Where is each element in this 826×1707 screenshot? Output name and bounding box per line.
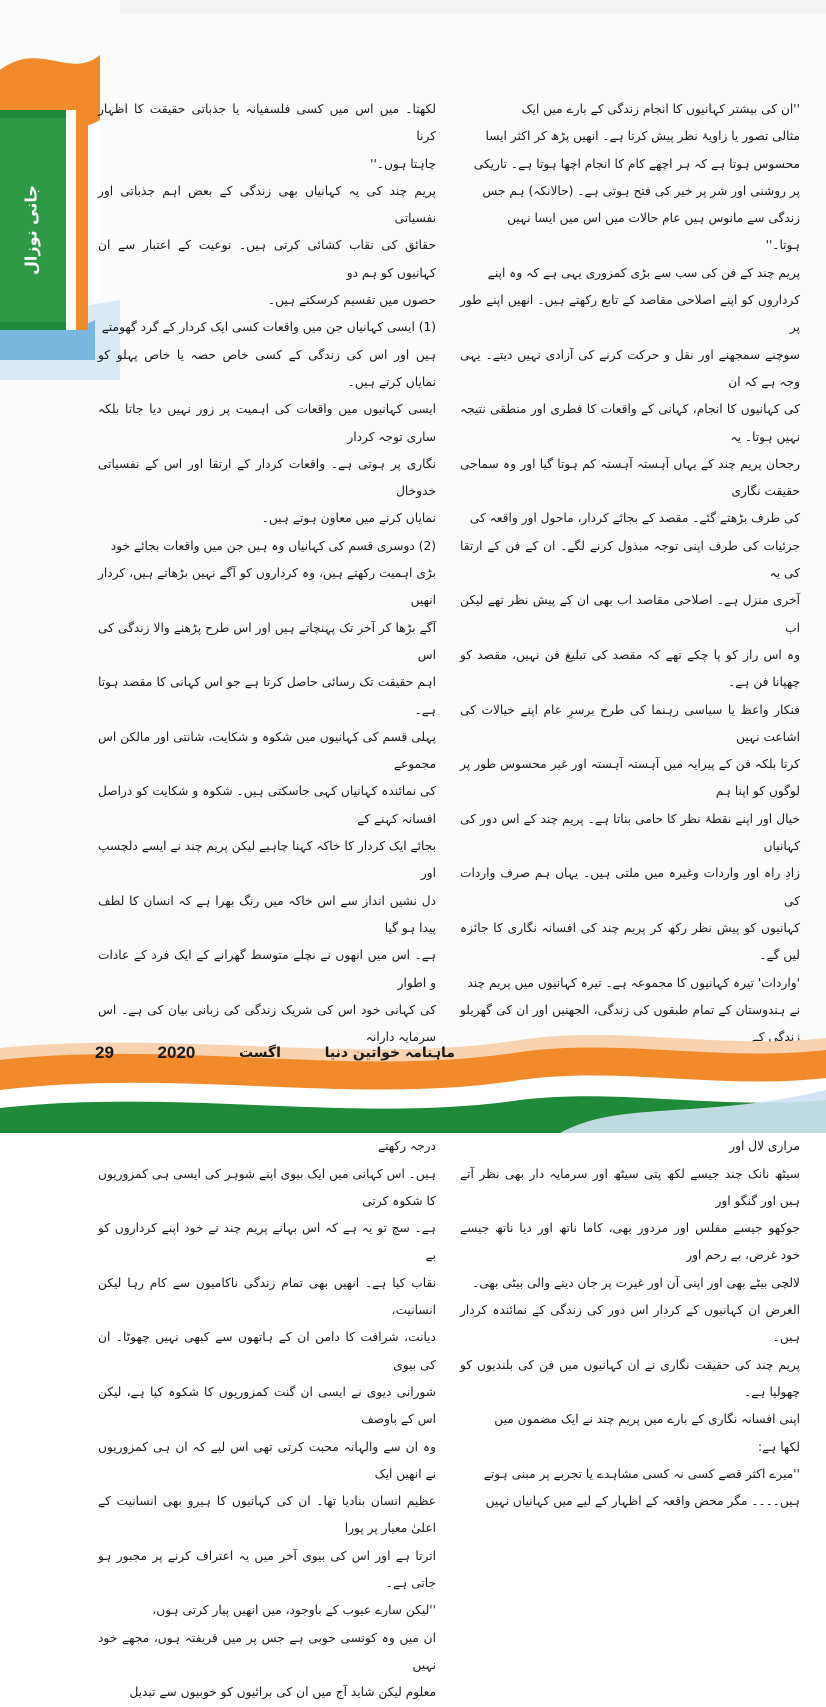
text-line: وہ ان سے والہانہ محبت کرتی تھی اس لیے کہ ان ہی کمزوریوں نے انھیں ایک [98,1439,436,1481]
text-line: جزئیات کی طرف اپنی توجہ مبذول کرنے لگے۔ ان کے فن کے ارتقا کی یہ [460,538,800,581]
text-line: زادِ راہ اور واردات وغیرہ میں ملتی ہیں۔ یہاں ہم صرف واردات کی [460,866,800,908]
text-line: وہ اس راز کو پا چکے تھے کہ مقصد کی تبلیغ فن نہیں، مقصد کو چھپانا فن ہے۔ [460,647,800,690]
page-footer [95,1038,455,1068]
magazine-name: ماہنامہ خواتین دنیا [324,1045,455,1061]
text-line: پر روشنی اور شر پر خیر کی فتح ہوتی ہے۔ (حالانکہ) ہم جس [482,183,800,198]
text-line: سیٹھ نانک چند جیسے لکھ پتی سیٹھ اور سرمایہ دار بھی نظر آتے ہیں اور گنگو اور [460,1166,800,1208]
text-line: کی کہانیوں کا انجام، کہانی کے واقعات کا فطری اور منطقی نتیجہ نہیں ہوتا۔ یہ [460,402,800,444]
text-line: ہیں اور اس کی زندگی کے کسی خاص حصہ یا خاص پہلو کو نمایاں کرتے ہیں۔ [98,347,436,389]
text-line: رجحان پریم چند کے یہاں آہستہ آہستہ کم ہوتا گیا اور وہ سماجی حقیقت نگاری [460,456,800,499]
text-line: مثالی تصور یا زاویۂ نظر پیش کرتا ہے۔ انھیں پڑھ کر اکثر ایسا [485,129,800,144]
text-line: پہلی قسم کی کہانیوں میں شکوہ و شکایت، شانتی اور مالکن اس مجموعے [98,729,436,772]
text-line: کی نمائندہ کہانیاں کہی جاسکتی ہیں۔ شکوہ و شکایت کو دراصل افسانہ کہنے کے [98,784,436,826]
text-line: پریم چند کی حقیقت نگاری نے ان کہانیوں میں فن کی بلندیوں کو چھولیا ہے۔ [460,1357,800,1399]
text-line: سوچنے سمجھنے اور نقل و حرکت کرنے کی آزادی نہیں دیتے۔ یہی وجہ ہے کہ ان [460,347,800,389]
text-line: ایسی کہانیوں میں واقعات کی اہمیت پر زور نہیں دیا جاتا بلکہ ساری توجہ کردار [98,402,436,444]
text-line: کی کہانی خود اس کی شریک زندگی کی زبانی بیان کی ہے۔ اس سرمایہ دارانہ [98,1002,436,1045]
text-line: ہے۔ سچ تو یہ ہے کہ اس بہانے پریم چند نے خود اپنے کرداروں کو بے [98,1221,436,1263]
text-line: شورانی دیوی نے ایسی ان گنت کمزوریوں کا شکوہ کیا ہے، لیکن اس کے باوصف [98,1384,436,1427]
top-band [0,0,826,14]
text-line: آگے بڑھا کر آخر تک پہنچاتے ہیں اور اس طرح پڑھنے والا زندگی کی اس [98,620,436,662]
text-line: خیال اور اپنے نقطۂ نظر کا حامی بناتا ہے۔ پریم چند کے اس دور کی کہانیاں [460,811,800,854]
text-line: نگاری پر ہوتی ہے۔ واقعات کردار کے ارتقا اور اس کے نفسیاتی خدوخال [98,456,436,499]
text-line: جوکھو جیسے مفلس اور مزدور بھی، کاما ناتھ اور دیا ناتھ جیسے خود غرض، بے رحم اور [460,1221,800,1263]
text-line: زندگی سے مانوس ہیں عام حالات میں اس میں ایسا نہیں [507,211,800,226]
text-line: معلوم لیکن شاید آج میں ان کی برائیوں کو خوبیوں سے تبدیل [129,1685,436,1700]
text-line: ہوتا۔'' [765,238,800,253]
article-column-right [460,96,800,1515]
text-line: نمایاں کرنے میں معاون ہوتے ہیں۔ [261,511,436,526]
text-line: کرتا بلکہ فن کے پیرایہ میں آہستہ آہستہ اور غیر محسوس طور پر لوگوں کو اپنا ہم [460,757,800,799]
text-line: الغرض ان کہانیوں کے کردار اس دور کی زندگی کے نمائندہ کردار ہیں۔ [460,1303,800,1345]
text-line: (1) ایسی کہانیاں جن میں واقعات کسی ایک کردار کے گرد گھومتے [101,320,436,335]
text-line: ان میں وہ کونسی خوبی ہے جس پر میں فریفتہ ہوں، مجھے خود نہیں [98,1630,436,1672]
text-line: ہیں۔۔۔۔ مگر محض واقعہ کے اظہار کے لیے میں کہانیاں نہیں [485,1494,800,1509]
text-line: لکھا ہے: [757,1439,800,1454]
text-line: کی طرف بڑھتے گئے۔ مقصد کے بجائے کردار، ماحول اور واقعہ کی [469,511,800,526]
text-line: ''ان کی بیشتر کہانیوں کا انجام زندگی کے بارے میں ایک [521,102,800,116]
footer-waves-graphic [0,1020,826,1133]
text-line: کہانیوں کو پیش نظر رکھ کر پریم چند کی افسانہ نگاری کا جائزہ لیں گے۔ [460,920,800,963]
text-line: اپنی افسانہ نگاری کے بارے میں پریم چند نے ایک مضمون میں [494,1412,800,1427]
text-line: اہم حقیقت تک رسائی حاصل کرتا ہے جو اس کہانی کا مقصد ہوتا ہے۔ [98,675,436,717]
text-line: درجہ رکھتے [378,1139,436,1154]
text-line: لکھتا۔ میں اس میں کسی فلسفیانہ یا جذباتی حقیقت کا اظہار کرنا [98,102,436,144]
text-line: کرداروں کو اپنے اصلاحی مقاصد کے تابع رکھتے ہیں۔ انھیں اپنے طور پر [460,293,800,335]
text-line: ہیں۔ اس کہانی میں ایک بیوی اپنے شوہر کی ایسی ہی کمزوریوں کا شکوہ کرتی [98,1166,436,1208]
text-line: چاہتا ہوں۔'' [370,156,436,171]
text-line: پریم چند کی یہ کہانیاں بھی زندگی کے بعض اہم جذباتی اور نفسیاتی [98,183,436,226]
text-line: آخری منزل ہے۔ اصلاحی مقاصد اب بھی ان کے پیش نظر تھے لیکن اب [460,593,800,635]
text-line: بڑی اہمیت رکھتے ہیں، وہ کرداروں کو آگے نہیں بڑھاتے ہیں، کردار انھیں [98,566,436,608]
issue-month: اگست [238,1045,281,1061]
text-line: 'واردات' تیرہ کہانیوں کا مجموعہ ہے۔ تیرہ کہانیوں میں پریم چند [467,975,800,990]
page-number: 29 [95,1043,114,1062]
footer-flag-waves [0,1020,826,1133]
issue-year: 2020 [157,1043,196,1062]
text-line: نقاب کیا ہے۔ انھیں بھی تمام زندگی ناکامیوں سے کام رہا لیکن انسانیت، [98,1275,436,1318]
text-line: لالچی بیٹے بھی اور اپنی آن اور غیرت پر جان دینے والی بیٹی بھی۔ [472,1275,800,1290]
text-line: (2) دوسری قسم کی کہانیاں وہ ہیں جن میں واقعات بجائے خود [110,538,436,553]
text-line: ''میرے اکثر قصے کسی نہ کسی مشاہدے یا تجربے پر مبنی ہوتے [483,1466,800,1481]
text-line: عظیم انسان بنادیا تھا۔ ان کی کہانیوں کا ہیرو بھی انسانیت کے اعلیٰ معیار پر پورا [98,1494,436,1536]
section-label: جانی نوزال [21,185,41,275]
text-line: حصوں میں تقسیم کرسکتے ہیں۔ [267,293,436,308]
text-line: حقائق کی نقاب کشائی کرتی ہیں۔ نوعیت کے اعتبار سے ان کہانیوں کو ہم دو [98,238,436,280]
text-line: ''لیکن سارے عیوب کے باوجود، میں انھیں پیار کرتی ہوں، [152,1603,436,1618]
text-line: اترتا ہے اور اس کی بیوی آخر میں یہ اعتراف کرنے پر مجبور ہو جاتی ہے۔ [98,1548,436,1591]
text-line: نے ہندوستان کے تمام طبقوں کی زندگی، الجھنیں اور ان کی گھریلو زندگی کے [460,1002,800,1045]
text-line: دیانت، شرافت کا دامن ان کے ہاتھوں سے کبھی نہیں چھوٹا۔ ان کی بیوی [98,1330,436,1372]
text-line: بجائے ایک کردار کا خاکہ کہنا چاہیے لیکن پریم چند نے ایسے دلچسپ اور [98,839,436,881]
text-line: مراری لال اور [729,1139,800,1154]
text-line: محسوس ہوتا ہے کہ ہر اچھے کام کا انجام اچھا ہوتا ہے۔ تاریکی [473,156,800,171]
text-line: دل نشیں انداز سے اس خاکہ میں رنگ بھرا ہے کہ انسان کا لطف پیدا ہو گیا [98,893,436,935]
text-line: فنکار واعظ یا سیاسی رہنما کی طرح برسرِ عام اپنے خیالات کی اشاعت نہیں [460,702,800,744]
text-line: ہے۔ اس میں انھوں نے نچلے متوسط گھرانے کے ایک فرد کے عادات و اطوار [98,948,436,990]
article-column-left [98,96,436,1707]
text-line: پریم چند کے فن کی سب سے بڑی کمزوری یہی ہے کہ وہ اپنے [487,265,800,280]
